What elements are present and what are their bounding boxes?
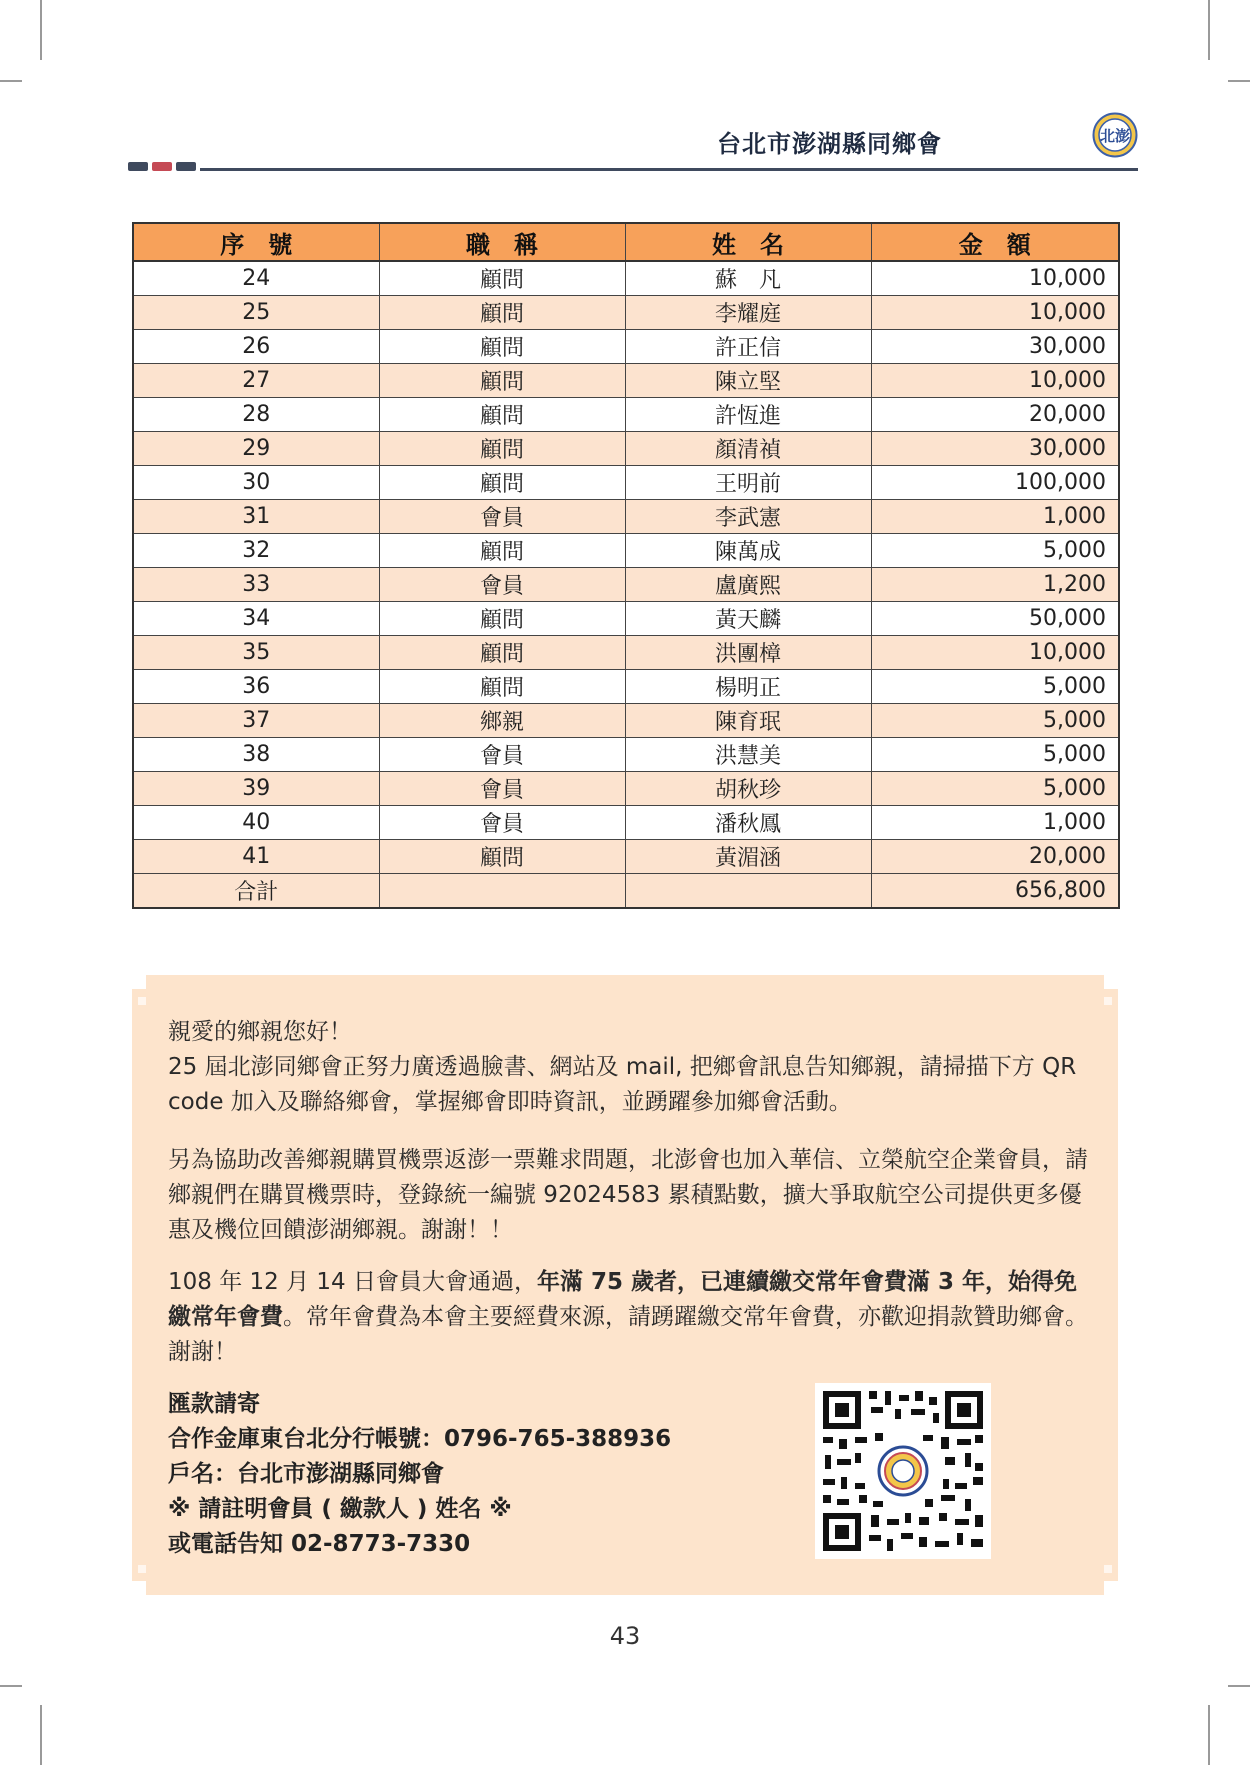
corner-notch <box>1104 975 1118 989</box>
cell-serial: 37 <box>133 704 379 738</box>
corner-dot <box>138 1565 146 1573</box>
cell-title: 顧問 <box>379 261 625 296</box>
cell-amount: 20,000 <box>871 840 1119 874</box>
page-number: 43 <box>609 1622 641 1650</box>
remittance-info <box>168 1387 671 1562</box>
crop-mark <box>1228 80 1250 82</box>
crop-mark <box>1228 1685 1250 1687</box>
table-row <box>133 500 1119 534</box>
cell-amount: 5,000 <box>871 738 1119 772</box>
cell-serial: 28 <box>133 398 379 432</box>
cell-name: 楊明正 <box>625 670 871 704</box>
cell-amount: 1,000 <box>871 806 1119 840</box>
table-row <box>133 432 1119 466</box>
rule-line <box>200 168 1138 171</box>
association-logo-icon <box>1092 112 1138 158</box>
table-row <box>133 534 1119 568</box>
table-row <box>133 466 1119 500</box>
logo-text: 北澎 <box>1099 127 1131 145</box>
cell-title: 顧問 <box>379 364 625 398</box>
cell-title: 顧問 <box>379 466 625 500</box>
cell-name: 陳立堅 <box>625 364 871 398</box>
cell-title: 顧問 <box>379 534 625 568</box>
cell-name: 黃天麟 <box>625 602 871 636</box>
cell-name: 陳萬成 <box>625 534 871 568</box>
table-row <box>133 568 1119 602</box>
crop-mark <box>0 1685 22 1687</box>
cell-name: 許恆進 <box>625 398 871 432</box>
cell-title: 會員 <box>379 568 625 602</box>
cell-name: 李武憲 <box>625 500 871 534</box>
cell-title: 顧問 <box>379 840 625 874</box>
cell-serial: 40 <box>133 806 379 840</box>
crop-mark <box>0 80 22 82</box>
cell-title: 顧問 <box>379 330 625 364</box>
cell-serial: 29 <box>133 432 379 466</box>
corner-notch <box>132 1581 146 1595</box>
cell-serial: 26 <box>133 330 379 364</box>
cell-amount: 100,000 <box>871 466 1119 500</box>
cell-title: 顧問 <box>379 670 625 704</box>
cell-name: 胡秋珍 <box>625 772 871 806</box>
remit-note: ※ 請註明會員 ( 繳款人 ) 姓名 ※ <box>168 1496 512 1522</box>
cell-serial: 38 <box>133 738 379 772</box>
remit-phone: 或電話告知 02-8773-7330 <box>168 1531 471 1557</box>
table-row <box>133 636 1119 670</box>
cell-amount: 20,000 <box>871 398 1119 432</box>
table-row <box>133 806 1119 840</box>
table-row <box>133 602 1119 636</box>
cell-amount: 10,000 <box>871 261 1119 296</box>
crop-mark <box>40 1705 42 1765</box>
corner-notch <box>132 975 146 989</box>
table-row <box>133 296 1119 330</box>
cell-title: 顧問 <box>379 296 625 330</box>
fee-text-intro: 108 年 12 月 14 日會員大會通過， <box>168 1269 537 1295</box>
cell-serial: 32 <box>133 534 379 568</box>
header-name: 姓 名 <box>625 223 871 261</box>
cell-name: 蘇 凡 <box>625 261 871 296</box>
remit-title: 匯款請寄 <box>168 1391 260 1417</box>
cell-amount: 5,000 <box>871 534 1119 568</box>
cell-serial: 27 <box>133 364 379 398</box>
table-row <box>133 261 1119 296</box>
table-row <box>133 704 1119 738</box>
header-rule <box>128 162 1138 174</box>
table-row <box>133 330 1119 364</box>
remit-account-name: 戶名：台北市澎湖縣同鄉會 <box>168 1461 444 1487</box>
cell-amount: 50,000 <box>871 602 1119 636</box>
cell-title: 顧問 <box>379 636 625 670</box>
notice-paragraph-airline: 另為協助改善鄉親購買機票返澎一票難求問題，北澎會也加入華信、立榮航空企業會員，請鄉親們在購買機票時，登錄統一編號 92024583 累積點數，擴大爭取航空公司提供更多優惠及機位回饋澎湖鄉親。謝謝！！ <box>168 1147 1088 1243</box>
corner-notch <box>1104 1581 1118 1595</box>
corner-dot <box>1104 1565 1112 1573</box>
cell-name: 許正信 <box>625 330 871 364</box>
cell-amount: 5,000 <box>871 772 1119 806</box>
cell-title: 會員 <box>379 772 625 806</box>
table-row <box>133 738 1119 772</box>
cell-amount: 1,200 <box>871 568 1119 602</box>
cell-title: 顧問 <box>379 398 625 432</box>
notice-paragraph-social: 25 屆北澎同鄉會正努力廣透過臉書、網站及 mail, 把鄉會訊息告知鄉親，請掃描下方 QR code 加入及聯絡鄉會，掌握鄉會即時資訊，並踴躍參加鄉會活動。 <box>168 1054 1077 1115</box>
cell-name: 顏清禎 <box>625 432 871 466</box>
cell-serial: 34 <box>133 602 379 636</box>
cell-title: 會員 <box>379 806 625 840</box>
cell-title: 會員 <box>379 738 625 772</box>
header-serial: 序 號 <box>133 223 379 261</box>
rule-segment <box>128 162 148 171</box>
fee-text-end: 。常年會費為本會主要經費來源，請踴躍繳交常年會費，亦歡迎捐款贊助鄉會。謝謝！ <box>168 1304 1088 1365</box>
table-header-row <box>133 223 1119 261</box>
cell-serial: 33 <box>133 568 379 602</box>
cell-amount: 30,000 <box>871 432 1119 466</box>
cell-amount: 5,000 <box>871 670 1119 704</box>
notice-paragraph-fee <box>168 1265 1088 1370</box>
cell-name: 潘秋鳳 <box>625 806 871 840</box>
cell-serial: 39 <box>133 772 379 806</box>
cell-amount: 10,000 <box>871 636 1119 670</box>
header-title: 職 稱 <box>379 223 625 261</box>
total-label: 合計 <box>133 874 379 909</box>
table-row <box>133 772 1119 806</box>
cell-name: 李耀庭 <box>625 296 871 330</box>
cell-name: 洪慧美 <box>625 738 871 772</box>
corner-dot <box>138 997 146 1005</box>
cell-amount: 30,000 <box>871 330 1119 364</box>
total-empty-cell <box>625 874 871 909</box>
association-title: 台北市澎湖縣同鄉會 <box>717 130 942 158</box>
cell-amount: 5,000 <box>871 704 1119 738</box>
notice-greeting: 親愛的鄉親您好！ <box>168 1019 352 1045</box>
donors-table <box>132 222 1120 909</box>
cell-serial: 36 <box>133 670 379 704</box>
cell-amount: 10,000 <box>871 364 1119 398</box>
cell-title: 顧問 <box>379 602 625 636</box>
cell-title: 會員 <box>379 500 625 534</box>
cell-name: 黃湄涵 <box>625 840 871 874</box>
rule-segment <box>176 162 196 171</box>
crop-mark <box>1208 0 1210 60</box>
cell-title: 鄉親 <box>379 704 625 738</box>
cell-serial: 30 <box>133 466 379 500</box>
header-amount: 金 額 <box>871 223 1119 261</box>
notice-box <box>132 975 1118 1595</box>
cell-serial: 35 <box>133 636 379 670</box>
cell-serial: 41 <box>133 840 379 874</box>
cell-serial: 24 <box>133 261 379 296</box>
cell-amount: 1,000 <box>871 500 1119 534</box>
crop-mark <box>1208 1705 1210 1765</box>
cell-name: 王明前 <box>625 466 871 500</box>
corner-dot <box>1104 997 1112 1005</box>
table-row <box>133 364 1119 398</box>
total-value: 656,800 <box>871 874 1119 909</box>
total-empty-cell <box>379 874 625 909</box>
rule-segment <box>152 162 172 171</box>
qr-code-icon[interactable] <box>815 1383 991 1559</box>
table-row <box>133 670 1119 704</box>
cell-amount: 10,000 <box>871 296 1119 330</box>
cell-serial: 31 <box>133 500 379 534</box>
cell-name: 盧廣熙 <box>625 568 871 602</box>
remit-account: 合作金庫東台北分行帳號：0796-765-388936 <box>168 1426 672 1452</box>
crop-mark <box>40 0 42 60</box>
fee-text-bold: 年滿 75 歲者，已連續繳交常年會費滿 3 年，始得免繳常年會費 <box>168 1269 1078 1330</box>
table-row <box>133 840 1119 874</box>
cell-name: 洪團樟 <box>625 636 871 670</box>
cell-title: 顧問 <box>379 432 625 466</box>
cell-serial: 25 <box>133 296 379 330</box>
table-total-row <box>133 874 1119 909</box>
table-row <box>133 398 1119 432</box>
cell-name: 陳育珉 <box>625 704 871 738</box>
